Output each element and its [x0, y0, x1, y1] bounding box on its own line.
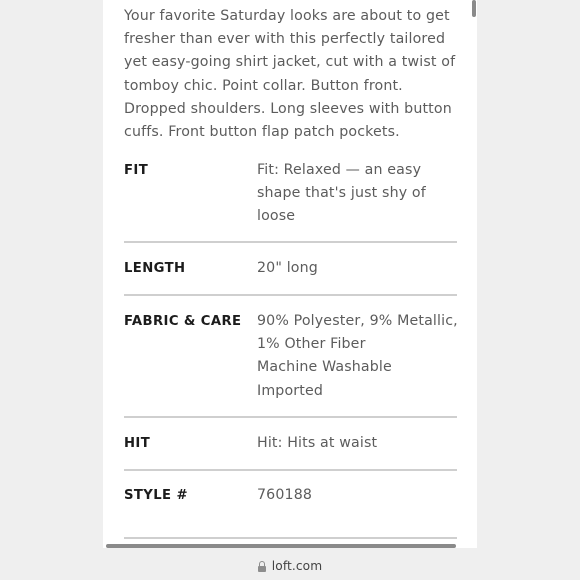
lock-icon	[258, 561, 266, 572]
description-line: Dropped shoulders. Long sleeves with button	[124, 100, 452, 117]
detail-value-fit	[257, 159, 457, 229]
divider	[124, 416, 457, 418]
detail-value-line: Hit: Hits at waist	[257, 435, 378, 451]
detail-value-line: Machine Washable	[257, 359, 392, 376]
detail-value-line: 20" long	[257, 260, 318, 276]
detail-value-line: loose	[257, 208, 296, 225]
detail-value-line: Fit: Relaxed — an easy	[257, 162, 422, 178]
description-line: cuffs. Front button flap patch pockets.	[124, 124, 400, 141]
detail-value-line: 760188	[257, 487, 313, 503]
horizontal-scrollbar[interactable]	[106, 544, 456, 548]
detail-value-hit	[257, 432, 457, 455]
divider	[124, 294, 457, 296]
divider	[124, 469, 457, 471]
description-line: fresher than ever with this perfectly tailored	[124, 31, 446, 48]
description-line: tomboy chic. Point collar. Button front.	[124, 77, 403, 94]
vertical-scrollbar[interactable]	[472, 0, 476, 17]
description-line: yet easy-going shirt jacket, cut with a twist of	[124, 54, 456, 71]
detail-value-line: 1% Other Fiber	[257, 336, 366, 353]
detail-label-style-number: STYLE #	[124, 488, 188, 503]
detail-label-fabric-care: FABRIC & CARE	[124, 314, 242, 329]
divider	[124, 537, 457, 539]
detail-label-hit: HIT	[124, 436, 151, 451]
detail-value-length	[257, 257, 457, 280]
detail-label-fit: FIT	[124, 163, 149, 178]
product-details-panel	[103, 0, 477, 548]
detail-label-length: LENGTH	[124, 261, 186, 276]
detail-value-line: Imported	[257, 382, 324, 399]
address-bar[interactable]	[0, 552, 580, 580]
detail-value-line: 90% Polyester, 9% Metallic,	[257, 313, 458, 329]
url-text[interactable]: loft.com	[271, 559, 323, 573]
description-line: Your favorite Saturday looks are about to get	[124, 8, 450, 24]
detail-value-line: shape that's just shy of	[257, 185, 426, 202]
detail-value-style-number	[257, 484, 457, 507]
product-description	[124, 5, 464, 144]
detail-value-fabric-care	[257, 310, 457, 403]
divider	[124, 241, 457, 243]
